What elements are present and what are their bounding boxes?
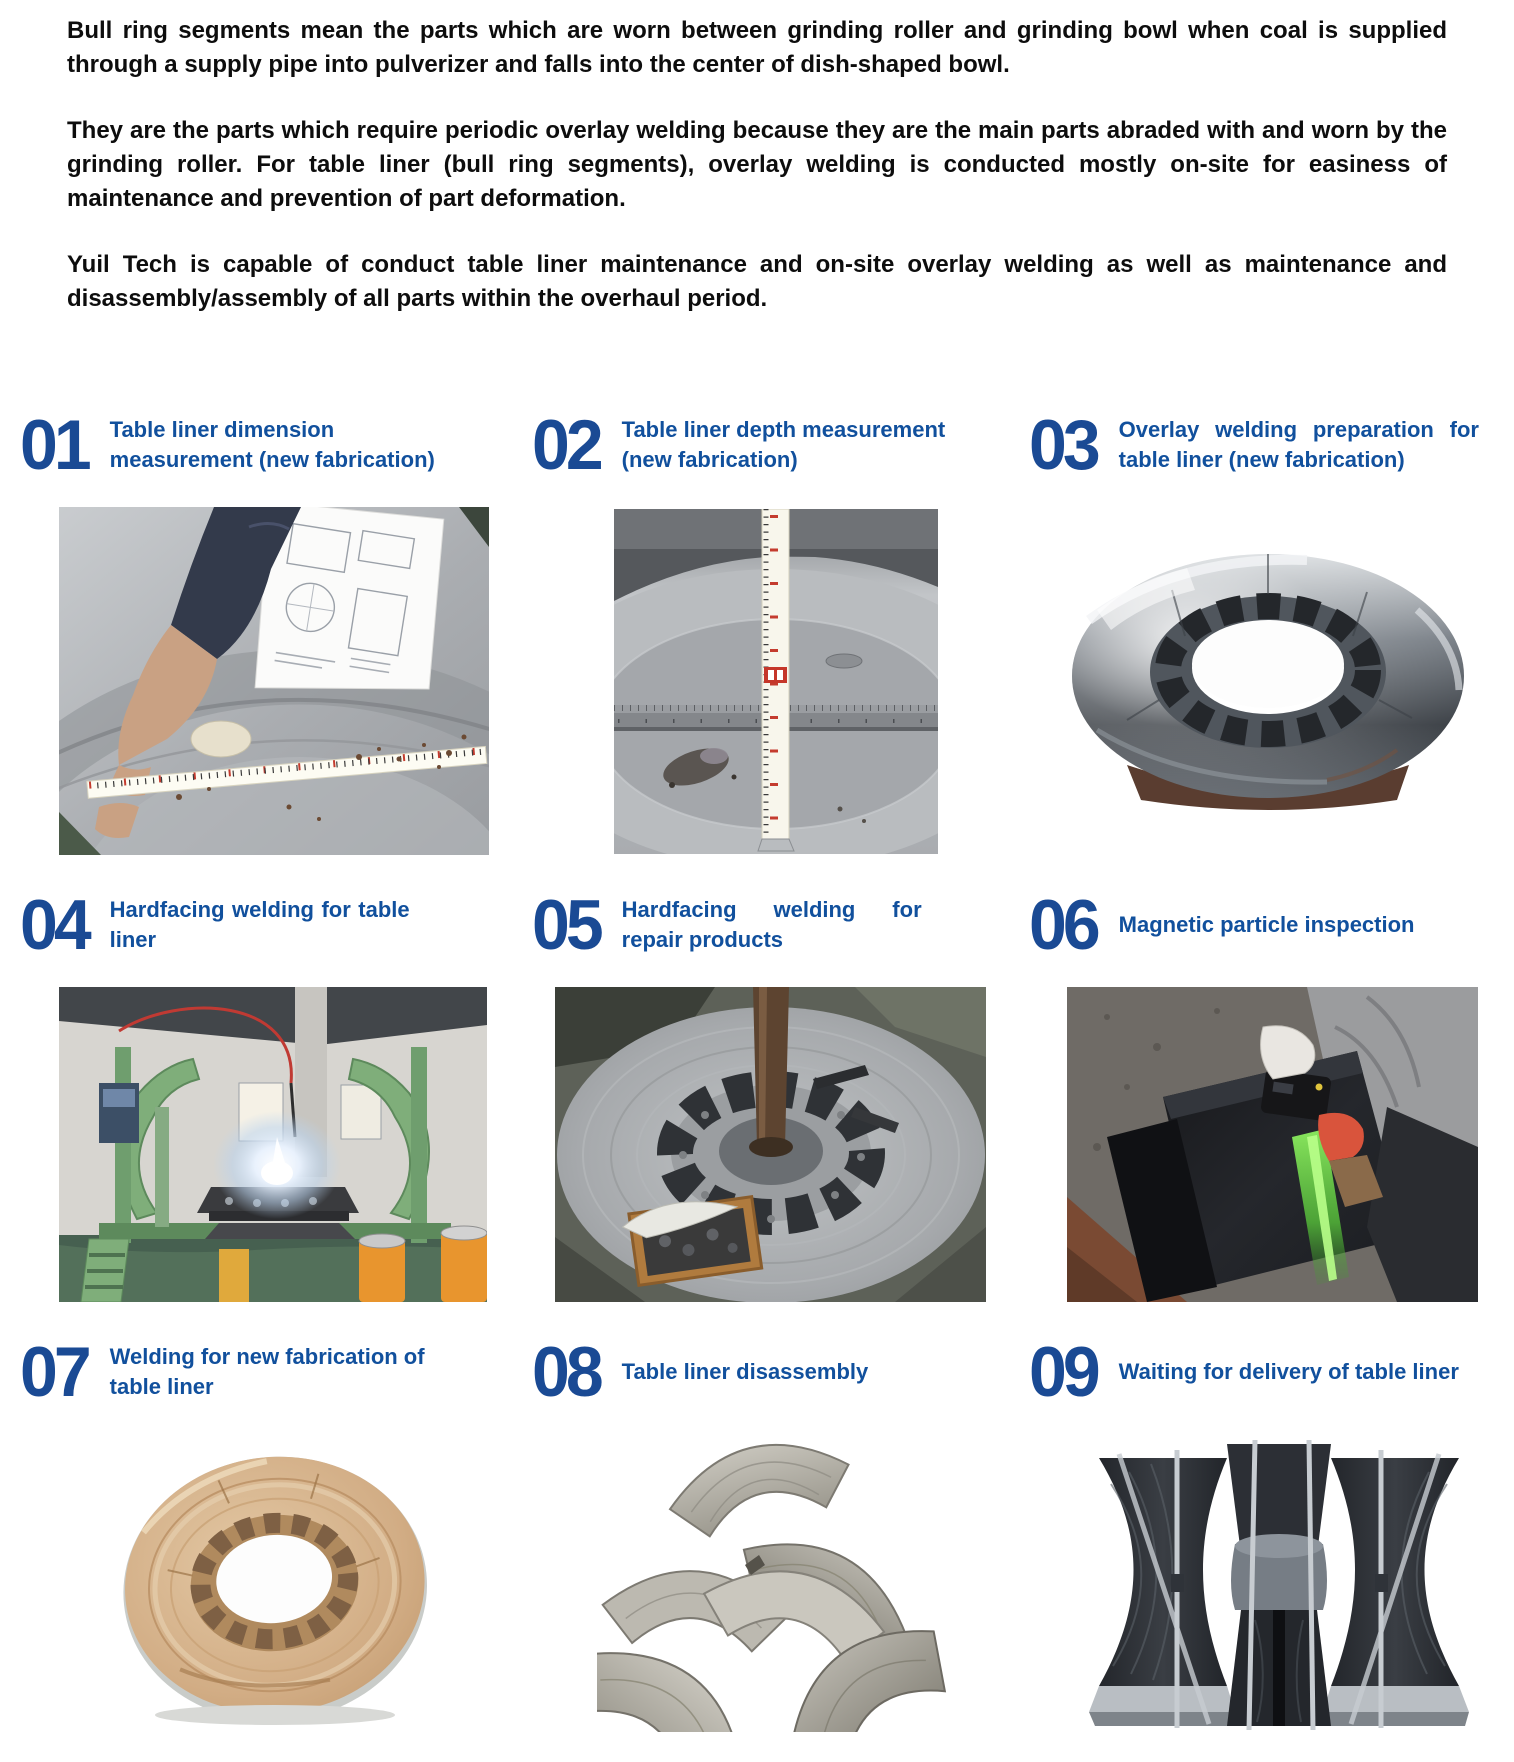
segment-stack-center [1227,1444,1331,1726]
step-header [532,885,987,965]
step-title: Magnetic particle inspection [1118,912,1415,937]
table-liner-dimension-measurement-photo [59,507,489,855]
intro-paragraph: Bull ring segments mean the parts which are worn between grinding roller and grinding bowl when coal is supplied through a supply pipe into pulverizer and falls into the center of dish-shaped bowl. [67,17,1447,78]
photo-box [1029,1434,1479,1734]
work-glove [191,721,251,757]
step-header [532,1332,987,1412]
magnetic-particle-inspection-photo [1067,987,1478,1302]
waiting-delivery-table-liner-photo [1059,1434,1499,1734]
welding-new-fabrication-photo [110,1439,440,1729]
step-number: 08 [532,1332,600,1412]
hardfacing-welding-table-liner-photo [59,987,487,1302]
table-liner-depth-measurement-photo [614,509,938,854]
step-number: 01 [20,405,88,485]
step-title: Table liner disassembly [621,1359,869,1384]
liner-segment [660,1437,857,1544]
photo-box [20,507,490,855]
hardfacing-welding-repair-products-photo [555,987,986,1302]
step-number: 02 [532,405,600,485]
vertical-measuring-tape [758,509,794,851]
step-header [20,1332,490,1412]
photo-box [20,1434,490,1734]
step-title: Hardfacing welding for repair products [621,897,922,952]
step-header [20,885,490,965]
step-cell-06 [1029,885,1479,1302]
step-header [1029,885,1479,965]
photo-box [532,1434,987,1734]
step-title: Table liner dimension measurement (new fabrication) [109,417,435,472]
photo-box [532,507,987,855]
step-cell-03 [1029,405,1479,855]
bolt-hole [826,654,862,668]
step-cell-08 [532,1332,987,1734]
process-steps-grid [0,405,1514,1734]
step-number: 06 [1029,885,1097,965]
step-title: Waiting for delivery of table liner [1118,1359,1459,1384]
segment-stack-left [1089,1458,1235,1726]
step-cell-04 [20,885,490,1302]
step-header [20,405,490,485]
step-number: 09 [1029,1332,1097,1412]
overlay-welding-preparation-photo [1067,550,1469,812]
photo-box [1029,507,1479,855]
step-number: 05 [532,885,600,965]
step-title: Overlay welding preparation for table liner (new fabrication) [1118,417,1479,472]
step-header [1029,1332,1479,1412]
step-header [1029,405,1479,485]
step-cell-02 [532,405,987,855]
step-number: 07 [20,1332,88,1412]
intro-paragraph: They are the parts which require periodic overlay welding because they are the main parts abraded with and worn by the grinding roller. For table liner (bull ring segments), overlay welding is conducted mostly on-site for easiness of maintenance and prevention of part deformation. [67,117,1447,212]
step-title: Table liner depth measurement (new fabrication) [621,417,946,472]
photo-box [20,987,490,1302]
table-liner-disassembly-photo [597,1437,947,1732]
intro-section [0,0,1514,316]
intro-paragraph: Yuil Tech is capable of conduct table liner maintenance and on-site overlay welding as well as maintenance and disassembly/assembly of all parts within the overhaul period. [67,251,1447,312]
photo-box [532,987,987,1302]
step-number: 03 [1029,405,1097,485]
step-cell-05 [532,885,987,1302]
step-cell-07 [20,1332,490,1734]
step-title: Welding for new fabrication of table liner [109,1344,425,1399]
step-cell-09 [1029,1332,1479,1734]
step-title: Hardfacing welding for table liner [109,897,410,952]
step-number: 04 [20,885,88,965]
photo-box [1029,987,1479,1302]
step-header [532,405,987,485]
step-cell-01 [20,405,490,855]
